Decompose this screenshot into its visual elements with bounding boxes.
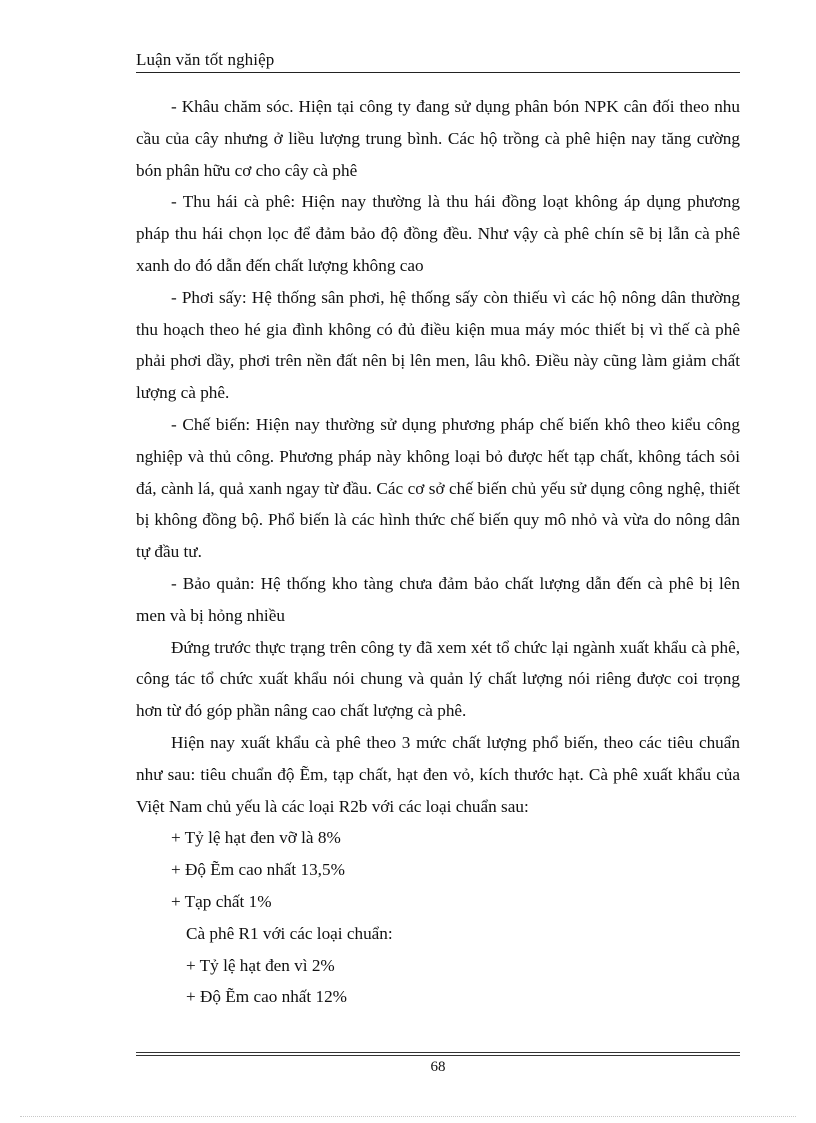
page-number: 68 <box>430 1059 446 1075</box>
paragraph-bao-quan: - Bảo quản: Hệ thống kho tàng chưa đảm bảo chất lượng dẫn đến cà phê bị lên men và bị hỏng nhiều <box>136 573 740 625</box>
page-header <box>136 48 740 73</box>
paragraph-tieu-chuan: Hiện nay xuất khẩu cà phê theo 3 mức chất lượng phổ biến, theo các tiêu chuẩn như sau: tiêu chuẩn độ Ẽm, tạp chất, hạt đen vỏ, kích thước hạt. Cà phê xuất khẩu của Việt Nam chủ yếu là các loại R2b với các loại chuẩn sau: <box>136 732 740 816</box>
footer-rule-thin <box>136 1052 740 1053</box>
r1-intro: Cà phê R1 với các loại chuẩn: <box>186 923 393 943</box>
paragraph-cham-soc: - Khâu chăm sóc. Hiện tại công ty đang sử dụng phân bón NPK cân đối theo nhu cầu của cây nhưng ở liều lượng trung bình. Các hộ trồng cà phê hiện nay tăng cường bón phân hữu cơ cho cây cà phê <box>136 97 740 180</box>
paragraph-thuc-trang: Đứng trước thực trạng trên công ty đã xem xét tổ chức lại ngành xuất khẩu cà phê, công tác tổ chức xuất khẩu nói chung và quản lý chất lượng nói riêng được coi trọng hơn từ đó góp phần nâng cao chất lượng cà phê. <box>136 637 740 721</box>
page-edge-divider <box>20 1116 796 1117</box>
paragraph-che-bien: - Chế biến: Hiện nay thường sử dụng phương pháp chế biến khô theo kiểu công nghiệp và thủ công. Phương pháp này không loại bỏ được hết tạp chất, không tách sỏi đá, cành lá, quả xanh ngay từ đầu. Các cơ sở chế biến chủ yếu sử dụng công nghệ, thiết bị không đồng bộ. Phổ biến là các hình thức chế biến quy mô nhỏ và vừa do nông dân tự đầu tư. <box>136 414 740 562</box>
list-item-r2b-tap-chat: + Tạp chất 1% <box>171 891 272 911</box>
list-item-r2b-hat-den: + Tỷ lệ hạt đen vỡ là 8% <box>171 828 341 848</box>
paragraph-phoi-say: - Phơi sấy: Hệ thống sân phơi, hệ thống sấy còn thiếu vì các hộ nông dân thường thu hoạch theo hé gia đình không có đủ điều kiện mua máy móc thiết bị vì thế cà phê phải phơi dầy, phơi trên nền đất nên bị lên men, lâu khô. Điều này cũng làm giảm chất lượng cà phê. <box>136 287 740 403</box>
header-title: Luận văn tốt nghiệp <box>136 50 275 69</box>
document-body <box>136 91 740 1013</box>
paragraph-thu-hai: - Thu hái cà phê: Hiện nay thường là thu hái đồng loạt không áp dụng phương pháp thu hái chọn lọc để đảm bảo độ đồng đều. Như vậy cà phê chín sẽ bị lẫn cà phê xanh do đó dẫn đến chất lượng không cao <box>136 192 740 275</box>
list-item-r1-hat-den: + Tỷ lệ hạt đen vì 2% <box>186 955 335 975</box>
list-item-r2b-do-am: + Độ Ẽm cao nhất 13,5% <box>171 860 345 880</box>
list-item-r1-do-am: + Độ Ẽm cao nhất 12% <box>186 987 347 1007</box>
footer-rule-thick <box>136 1055 740 1056</box>
